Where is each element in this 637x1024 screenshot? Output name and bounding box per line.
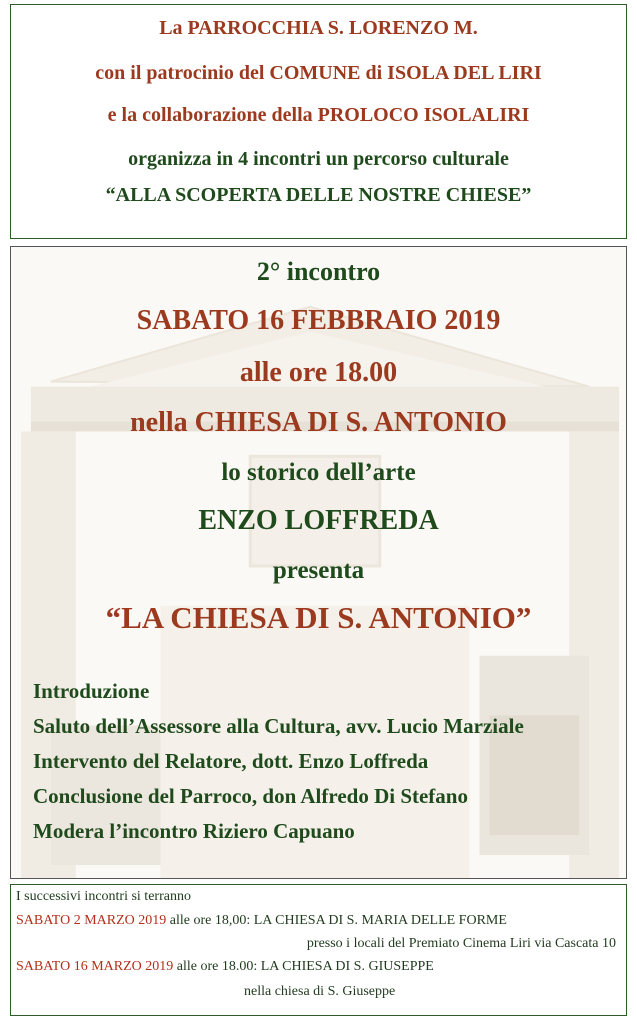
speaker-role: lo storico dell’arte	[221, 459, 416, 486]
header-line-parish: La PARROCCHIA S. LORENZO M.	[159, 17, 478, 39]
speaker-name: ENZO LOFFREDA	[198, 505, 439, 536]
presents-label: presenta	[272, 557, 365, 584]
upcoming-events-box	[10, 884, 627, 1016]
upcoming-event-date: SABATO 16 MARZO 2019	[16, 959, 174, 974]
header-line-title: “ALLA SCOPERTA DELLE NOSTRE CHIESE”	[105, 184, 532, 206]
header-line-patronage: con il patrocinio del COMUNE di ISOLA DEL LIRI	[95, 62, 542, 84]
talk-title: “LA CHIESA DI S. ANTONIO”	[105, 600, 532, 635]
event-box	[10, 246, 627, 879]
upcoming-event-line	[16, 912, 507, 930]
upcoming-event-line	[16, 958, 434, 976]
agenda-item: Modera l’incontro Riziero Capuano	[33, 819, 355, 843]
upcoming-event-detail: alle ore 18,00: LA CHIESA DI S. MARIA DELLE FORME	[166, 913, 507, 928]
upcoming-event-date: SABATO 2 MARZO 2019	[16, 913, 167, 928]
event-time: alle ore 18.00	[239, 357, 398, 388]
agenda-item: Introduzione	[33, 679, 150, 703]
upcoming-intro: I successivi incontri si terranno	[16, 889, 191, 904]
upcoming-event-location: nella chiesa di S. Giuseppe	[244, 984, 396, 999]
upcoming-event-location: presso i locali del Premiato Cinema Liri via Cascata 10	[306, 936, 616, 951]
header-line-organizes: organizza in 4 incontri un percorso culturale	[128, 148, 509, 170]
event-number: 2° incontro	[256, 257, 381, 286]
event-place: nella CHIESA DI S. ANTONIO	[130, 407, 507, 438]
agenda-item: Intervento del Relatore, dott. Enzo Loffreda	[33, 749, 429, 773]
event-date: SABATO 16 FEBBRAIO 2019	[136, 305, 501, 336]
upcoming-event-detail: alle ore 18.00: LA CHIESA DI S. GIUSEPPE	[173, 959, 434, 974]
agenda-item: Saluto dell’Assessore alla Cultura, avv. Lucio Marziale	[33, 714, 524, 738]
header-line-collaboration: e la collaborazione della PROLOCO ISOLALIRI	[107, 104, 530, 126]
agenda-item: Conclusione del Parroco, don Alfredo Di Stefano	[33, 784, 468, 808]
header-box	[10, 4, 627, 239]
